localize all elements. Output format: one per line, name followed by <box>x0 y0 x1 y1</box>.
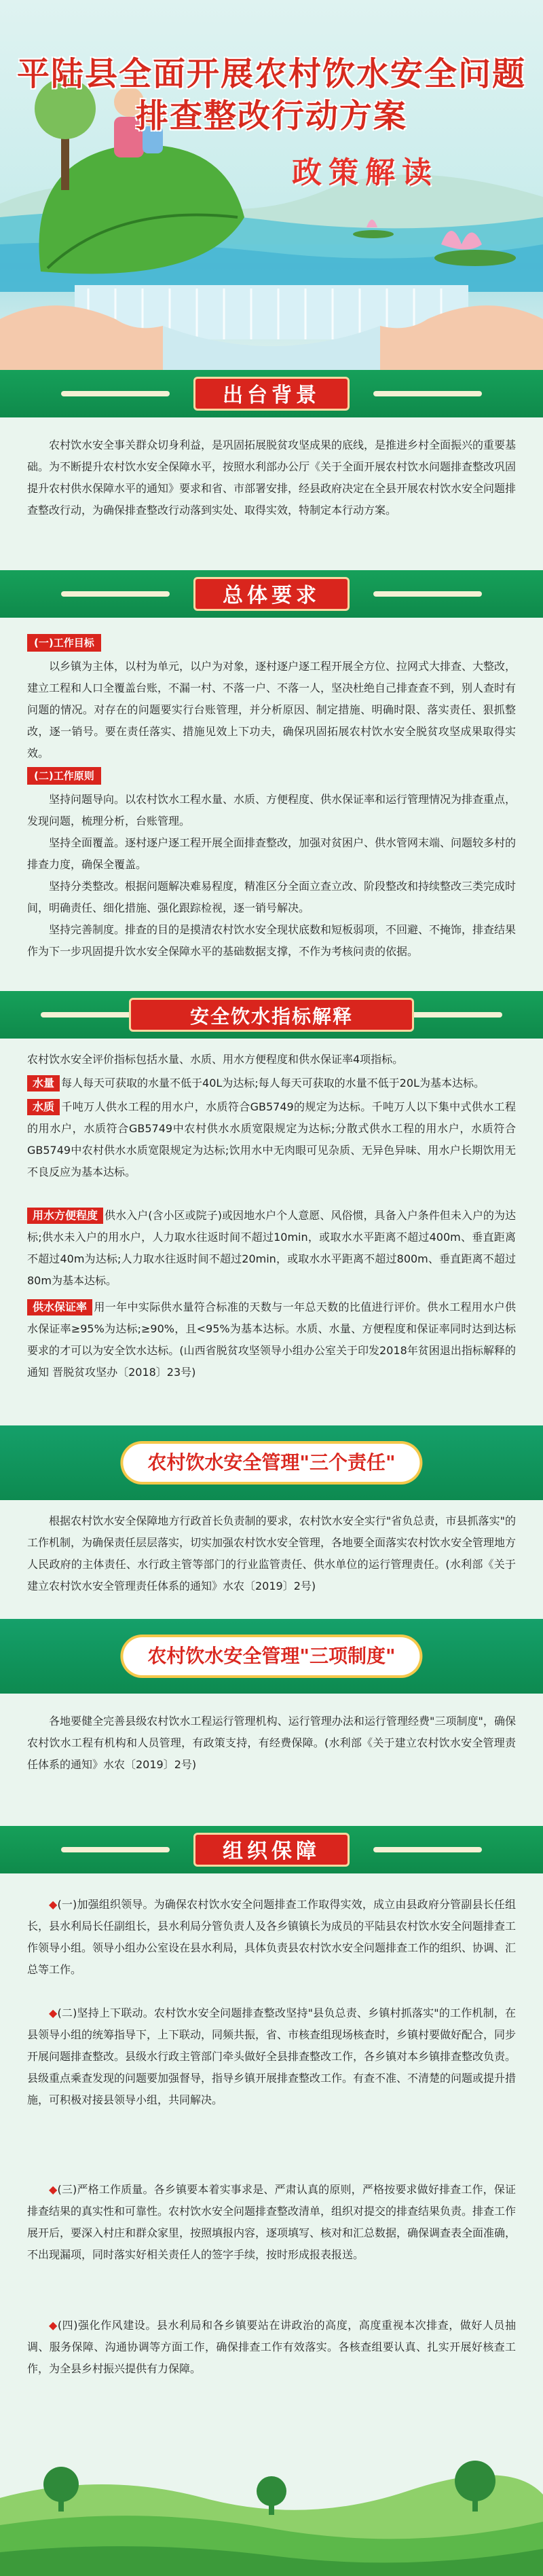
three-responsibilities-text: 根据农村饮水安全保障地方行政首长负责制的要求，农村饮水安全实行"省负总责，市县抓落实"的工作机制，为确保责任层层落实，切实加强农村饮水安全管理，各地要全面落实农村饮水安全管理地方人民政府的主体责任、水行政主管等部门的行业监管责任、供水单位的运行管理责任。(水利部《关于建立农村饮水安全管理责任体系的通知》水农〔2019〕2号) <box>27 1514 517 1592</box>
section-title-guarantee: 组织保障 <box>193 1833 350 1867</box>
overall-principle-3: 坚持分类整改。根据问题解决难易程度，精准区分全面立查立改、阶段整改和持续整改三类完成时间，明确责任、细化措施、强化跟踪检视，逐一销号解决。 <box>27 880 517 914</box>
section-title-three-systems: 农村饮水安全管理"三项制度" <box>123 1637 419 1675</box>
bullet-icon: ◆ <box>49 1898 58 1911</box>
indicator-text: 用一年中实际供水量符合标准的天数与一年总天数的比值进行评价。供水工程用水户供水保证率≥95%为达标;≥90%，且<95%为基本达标。水质、水量、方便程度和保证率同时达到达标要求的才可以为安全饮水达标。(山西省脱贫攻坚领导小组办公室关于印发2018年贫困退出指标解释的通知 晋脱贫攻坚办〔2018〕23号) <box>27 1301 516 1379</box>
indicator-item <box>27 1205 516 1292</box>
indicator-item <box>27 1072 516 1094</box>
bullet-icon: ◆ <box>49 2319 58 2332</box>
three-systems-text: 各地要健全完善县级农村饮水工程运行管理机构、运行管理办法和运行管理经费"三项制度"，确保农村饮水工程有机构和人员管理，有政策支持，有经费保障。(水利部《关于建立农村饮水安全管理责任体系的通知》水农〔2019〕2号) <box>27 1715 516 1771</box>
indicator-tag: 用水方便程度 <box>27 1208 103 1224</box>
indicator-item <box>27 1096 516 1183</box>
background-text: 农村饮水安全事关群众切身利益，是巩固拓展脱贫攻坚成果的底线，是推进乡村全面振兴的重要基础。为不断提升农村饮水安全保障水平，按照水利部办公厅《关于全面开展农村饮水问题排查整改巩固提升农村供水保障水平的通知》要求和省、市部署安排，经县政府决定在全县开展农村饮水安全问题排查整改行动，为确保排查整改行动落到实处、取得实效，特制定本行动方案。 <box>27 438 517 517</box>
footer-illustration <box>0 2444 543 2576</box>
banner-wing-left <box>61 591 170 597</box>
banner-wing-left <box>61 1847 170 1852</box>
indicator-text: 千吨万人供水工程的用水户，水质符合GB5749的规定为达标。千吨万人以下集中式供水工程的用水户，水质符合GB5749中农村供水水质宽限规定为达标;分散式供水工程的用水户，水质符合GB5749中农村供水水质宽限规定为达标;饮用水中无肉眼可见杂质、无异色异味、用水户长期饮用无不良反应为基本达标。 <box>27 1100 516 1178</box>
overall-principle-1: 坚持问题导向。以农村饮水工程水量、水质、方便程度、供水保证率和运行管理情况为排查重点，发现问题，梳理分析，台账管理。 <box>27 793 517 827</box>
indicator-tag: 供水保证率 <box>27 1299 92 1315</box>
section-title-overall: 总体要求 <box>193 577 350 611</box>
banner-wing-right <box>373 591 482 597</box>
hero-subtitle: 政策解读 <box>292 155 438 190</box>
indicators-intro: 农村饮水安全评价指标包括水量、水质、用水方便程度和供水保证率4项指标。 <box>27 1053 404 1066</box>
footer-landscape <box>0 2444 543 2576</box>
bullet-icon: ◆ <box>49 2183 58 2196</box>
overall-subheading-goal: (一)工作目标 <box>27 634 101 652</box>
section-banner-overall <box>0 570 543 618</box>
indicator-text: 每人每天可获取的水量不低于40L为达标;每人每天可获取的水量不低于20L为基本达标。 <box>61 1077 485 1089</box>
section-banner-guarantee <box>0 1826 543 1873</box>
banner-wing-left <box>61 391 170 396</box>
section-title-background: 出台背景 <box>193 377 350 411</box>
guarantee-text: (三)严格工作质量。各乡镇要本着实事求是、严肃认真的原则，严格按要求做好排查工作，保证排查结果的真实性和可靠性。农村饮水安全问题排查整改清单，组织对提交的排查结果负责。排查工作展开后，要深入村庄和群众家里，按照填报内容，逐项填写、核对和汇总数据，确保调查表全面准确，不出现漏项，同时落实好相关责任人的签字手续，按时形成报表报送。 <box>27 2183 517 2261</box>
guarantee-text: (二)坚持上下联动。农村饮水安全问题排查整改坚持"县负总责、乡镇村抓落实"的工作机制，在县领导小组的统筹指导下，上下联动，同频共振，省、市核查组现场核查时，乡镇村要做好配合，同步开展问题排查整改。县级水行政主管部门牵头做好全县排查整改工作，各乡镇对本乡镇排查整改负责。县级重点乘查发现的问题要加强督导，指导乡镇开展排查整改工作。有查不准、不清楚的问题或提升措施，可积极对接县领导小组，共同解决。 <box>27 2006 517 2106</box>
indicator-tag: 水量 <box>27 1075 60 1091</box>
overall-principle-4: 坚持完善制度。排查的目的是摸清农村饮水安全现状底数和短板弱项，不回避、不掩饰，排查结果作为下一步巩固提升饮水安全保障水平的基础数据支撑，不作为考核问责的依据。 <box>27 923 517 958</box>
section-title-three-responsibilities: 农村饮水安全管理"三个责任" <box>123 1444 419 1482</box>
section-banner-three-systems <box>0 1619 543 1694</box>
banner-wing-right <box>373 391 482 396</box>
guarantee-item <box>27 2179 516 2266</box>
hero-title-line2: 排查整改行动方案 <box>135 97 407 135</box>
guarantee-text: (四)强化作风建设。县水利局和各乡镇要站在讲政治的高度，高度重视本次排查，做好人员抽调、服务保障、沟通协调等方面工作，确保排查工作有效落实。各核查组要认真、扎实开展好核查工作，为全县乡村振兴提供有力保障。 <box>27 2319 516 2375</box>
section-title-indicators: 安全饮水指标解释 <box>129 998 414 1032</box>
section-banner-background <box>0 370 543 417</box>
guarantee-item <box>27 1894 516 1981</box>
guarantee-item <box>27 2315 516 2380</box>
indicator-text: 供水入户(含小区或院子)或因地水户个人意愿、风俗惯，具备入户条件但未入户的为达标;供水未入户的用水户，人力取水往返时间不超过10min，或取水水平距离不超过400m、垂直距离不超过40m为达标;人力取水往返时间不超过20min，或取水水平距离不超过800m、垂直距离不超过80m为基本达标。 <box>27 1209 516 1287</box>
indicator-tag: 水质 <box>27 1099 60 1115</box>
guarantee-item <box>27 2002 516 2111</box>
section-banner-three-responsibilities <box>0 1425 543 1500</box>
banner-wing-right <box>373 1847 482 1852</box>
section-banner-indicators <box>0 991 543 1039</box>
overall-subheading-principles: (二)工作原则 <box>27 767 101 785</box>
overall-goal-text: 以乡镇为主体，以村为单元，以户为对象，逐村逐户逐工程开展全方位、拉网式大排查、大整改，建立工程和人口全覆盖台账，不漏一村、不落一户、不落一人，坚决杜绝自己排查查不到，别人查时有问题的情况。对存在的问题要实行台账管理，并分析原因、制定措施、明确时限、落实责任、狠抓整改，逐一销号。要在责任落实、措施见效上下功夫，确保巩固拓展农村饮水安全脱贫攻坚成果取得实效。 <box>27 660 517 760</box>
bullet-icon: ◆ <box>49 2006 58 2019</box>
indicator-item <box>27 1296 516 1383</box>
hero-title-line1: 平陆县全面开展农村饮水安全问题 <box>16 55 526 93</box>
hero-banner <box>0 0 543 380</box>
overall-principle-2: 坚持全面覆盖。逐村逐户逐工程开展全面排查整改，加强对贫困户、供水管网末端、问题较多村的排查力度，确保全覆盖。 <box>27 836 517 871</box>
guarantee-text: (一)加强组织领导。为确保农村饮水安全问题排查工作取得实效，成立由县政府分管副县长任组长，县水利局长任副组长，县水利局分管负责人及各乡镇镇长为成员的平陆县农村饮水安全问题排查工作领导小组。领导小组办公室设在县水利局，具体负责县农村饮水安全问题排查工作的组织、协调、汇总等工作。 <box>27 1898 517 1976</box>
